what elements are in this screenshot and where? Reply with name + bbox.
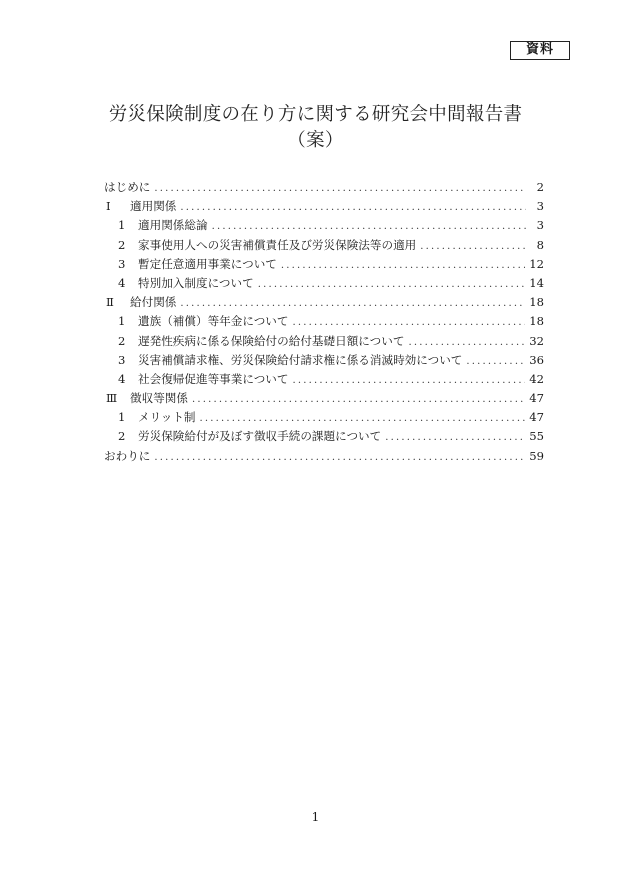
toc-number: Ⅰ — [106, 199, 111, 214]
toc-page: 47 — [529, 410, 544, 425]
toc-row[interactable] — [104, 351, 544, 370]
toc-number: 1 — [118, 410, 126, 425]
toc-leader — [180, 198, 526, 217]
toc-row[interactable] — [104, 274, 544, 293]
toc-number: 2 — [118, 429, 126, 444]
toc-label: 暫定任意適用事業について — [138, 256, 277, 271]
title-main: 労災保険制度の在り方に関する研究会中間報告書 — [108, 104, 523, 125]
toc-leader — [154, 448, 525, 467]
table-of-contents — [104, 178, 544, 466]
toc-page: 12 — [529, 256, 544, 271]
toc-page: 55 — [529, 429, 544, 444]
toc-leader — [258, 275, 526, 294]
toc-label: はじめに — [104, 180, 151, 194]
toc-row[interactable] — [104, 447, 544, 466]
toc-number: Ⅲ — [106, 391, 118, 406]
toc-number: 4 — [118, 275, 126, 290]
toc-label: 労災保険給付が及ぼす徴収手続の課題について — [138, 429, 382, 444]
toc-number: 3 — [118, 352, 126, 367]
toc-label: 徴収等関係 — [130, 391, 188, 406]
toc-row[interactable] — [104, 370, 544, 389]
toc-page: 2 — [536, 180, 544, 194]
toc-page: 14 — [529, 275, 544, 290]
toc-label: メリット制 — [138, 410, 196, 425]
page-number: 1 — [311, 810, 320, 824]
toc-leader — [293, 371, 526, 390]
toc-page: 18 — [529, 295, 544, 310]
toc-page: 47 — [529, 391, 544, 406]
toc-page: 3 — [536, 218, 544, 233]
toc-leader — [180, 294, 525, 313]
toc-leader — [154, 179, 526, 198]
toc-row[interactable] — [104, 178, 544, 197]
toc-label: 家事使用人への災害補償責任及び労災保険法等の適用 — [138, 237, 417, 252]
toc-number: 2 — [118, 333, 126, 348]
toc-row[interactable] — [104, 293, 544, 312]
toc-page: 3 — [536, 199, 544, 214]
toc-leader — [192, 390, 525, 409]
toc-page: 36 — [529, 352, 544, 367]
toc-label: 給付関係 — [130, 295, 177, 310]
toc-label: 災害補償請求権、労災保険給付請求権に係る消滅時効について — [138, 352, 463, 367]
toc-label: 特別加入制度について — [138, 275, 254, 290]
toc-label: おわりに — [104, 448, 151, 463]
toc-page: 59 — [529, 448, 544, 463]
toc-number: 1 — [118, 314, 126, 329]
toc-row[interactable] — [104, 216, 544, 235]
toc-page: 32 — [529, 333, 544, 348]
title-sub: （案） — [287, 130, 344, 151]
toc-number: 2 — [118, 237, 126, 252]
toc-page: 8 — [536, 237, 544, 252]
toc-leader — [200, 409, 526, 428]
toc-label: 遺族（補償）等年金について — [138, 314, 289, 329]
toc-leader — [420, 237, 526, 256]
toc-row[interactable] — [104, 408, 544, 427]
toc-page: 18 — [529, 314, 544, 329]
toc-label: 適用関係総論 — [138, 218, 208, 233]
toc-leader — [293, 313, 526, 332]
toc-page: 42 — [529, 371, 544, 386]
toc-number: Ⅱ — [106, 295, 114, 310]
document-badge: 資料 — [510, 41, 570, 60]
toc-leader — [466, 352, 525, 371]
toc-number: 1 — [118, 218, 126, 233]
toc-row[interactable] — [104, 312, 544, 331]
toc-row[interactable] — [104, 389, 544, 408]
toc-row[interactable] — [104, 236, 544, 255]
toc-row[interactable] — [104, 332, 544, 351]
toc-row[interactable] — [104, 427, 544, 446]
toc-number: 3 — [118, 256, 126, 271]
toc-number: 4 — [118, 371, 126, 386]
toc-label: 遅発性疾病に係る保険給付の給付基礎日額について — [138, 333, 405, 348]
toc-row[interactable] — [104, 197, 544, 216]
toc-leader — [385, 428, 525, 447]
toc-leader — [281, 256, 525, 275]
toc-leader — [408, 333, 525, 352]
toc-label: 適用関係 — [130, 199, 177, 214]
toc-row[interactable] — [104, 255, 544, 274]
document-title — [0, 102, 631, 154]
toc-leader — [212, 217, 526, 236]
toc-label: 社会復帰促進等事業について — [138, 371, 289, 386]
